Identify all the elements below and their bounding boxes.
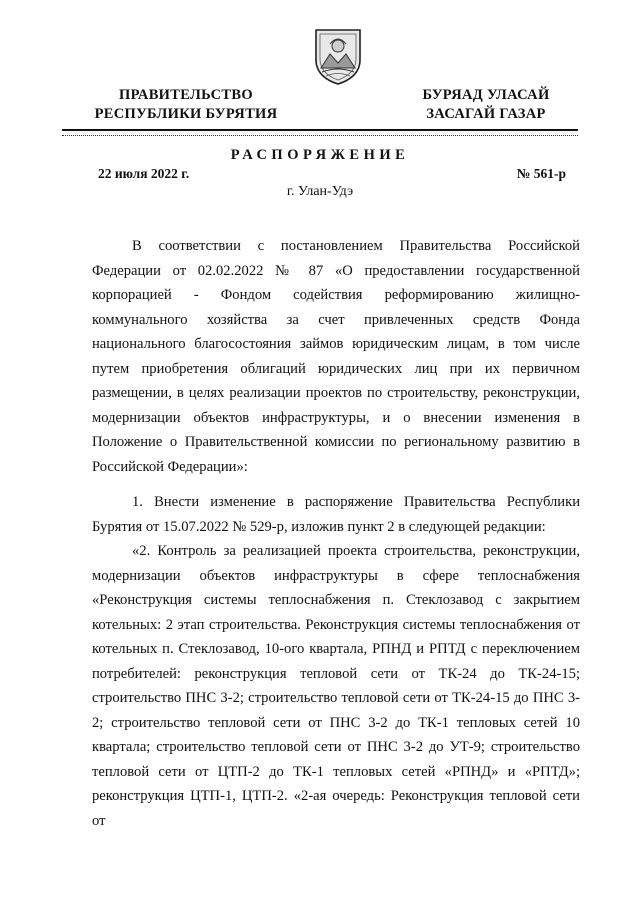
government-name-bua-line1: БУРЯАД УЛАСАЙ bbox=[422, 87, 550, 103]
item-1-paragraph: 1. Внести изменение в распоряжение Правительства Республики Бурятия от 15.07.2022 № 529-р, изложив пункт 2 в следующей редакции: bbox=[92, 494, 580, 535]
header-divider bbox=[62, 129, 578, 131]
government-name-bua bbox=[386, 86, 586, 124]
coat-of-arms-icon bbox=[312, 26, 364, 86]
document-number: № 561-р bbox=[516, 166, 566, 181]
item-section bbox=[92, 490, 580, 833]
government-name-bua-line2: ЗАСАГАЙ ГАЗАР bbox=[426, 106, 546, 122]
preamble-paragraph: В соответствии с постановлением Правительства Российской Федерации от 02.02.2022 № 87 «О предоставлении государственной корпорацией - Фондом содействия реформированию жилищно-коммунального хозяйства за счет привлеченных средств Фонда национального благосостояния займов юридическим лицам, в том числе путем приобретения облигаций юридических лиц при их первичном размещении, в целях реализации проектов по строительству, реконструкции, модернизации объектов инфраструктуры, и о внесении изменения в Положение о Правительственной комиссии по региональному развитию в Российской Федерации»: bbox=[92, 238, 580, 475]
document-date: 22 июля 2022 г. bbox=[98, 166, 190, 181]
document-city: г. Улан-Удэ bbox=[286, 184, 354, 199]
header-divider-dotted bbox=[62, 135, 578, 136]
government-name-ru-line1: ПРАВИТЕЛЬСТВО bbox=[119, 87, 253, 103]
item-1-quote-paragraph: «2. Контроль за реализацией проекта строительства, реконструкции, модернизации объектов инфраструктуры в сфере теплоснабжения «Реконструкция системы теплоснабжения п. Стеклозавод с закрытием котельных: 2 этап строительства. Реконструкция системы теплоснабжения от котельных п. Стеклозавод, 10-ого квартала, РПНД и РПТД с переключением потребителей: реконструкция тепловой сети от ТК-24 до ТК-24-15; строительство ПНС 3-2; строительство тепловой сети от ТК-24-15 до ПНС 3-2; строительство тепловой сети от ПНС 3-2 до ТК-1 тепловых сетей 10 квартала; строительство тепловой сети от ПНС 3-2 до УТ-9; строительство тепловой сети от ЦТП-2 до ТК-1 тепловых сетей «РПНД» и «РПТД»; реконструкция ЦТП-1, ЦТП-2. «2-ая очередь: Реконструкция тепловой сети от bbox=[92, 543, 580, 829]
document-title: РАСПОРЯЖЕНИЕ bbox=[230, 147, 410, 163]
preamble-section bbox=[92, 234, 580, 479]
government-name-ru bbox=[86, 86, 286, 124]
government-name-ru-line2: РЕСПУБЛИКИ БУРЯТИЯ bbox=[94, 106, 278, 122]
